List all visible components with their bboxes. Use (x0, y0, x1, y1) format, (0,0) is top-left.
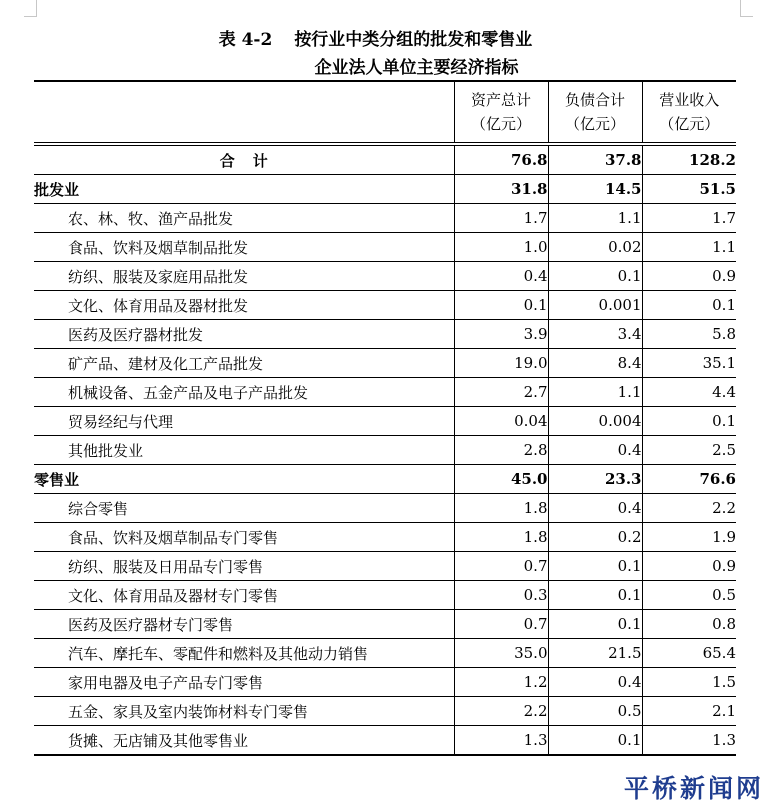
row-name: 文化、体育用品及器材专门零售 (34, 581, 454, 610)
cell-revenue: 0.9 (642, 552, 736, 581)
cell-revenue: 0.8 (642, 610, 736, 639)
table-row (34, 291, 736, 320)
cell-revenue: 0.9 (642, 262, 736, 291)
table-row (34, 639, 736, 668)
section-row (34, 465, 736, 494)
cell-liabilities: 0.1 (548, 726, 642, 756)
cell-revenue: 5.8 (642, 320, 736, 349)
header-assets: 资产总计 （亿元） (454, 81, 548, 143)
table-row (34, 668, 736, 697)
cell-revenue: 2.1 (642, 697, 736, 726)
cell-assets: 1.0 (454, 233, 548, 262)
row-name: 纺织、服装及日用品专门零售 (34, 552, 454, 581)
total-row (34, 146, 736, 175)
row-name: 纺织、服装及家庭用品批发 (34, 262, 454, 291)
cell-liabilities: 0.001 (548, 291, 642, 320)
cell-revenue: 1.7 (642, 204, 736, 233)
row-name: 五金、家具及室内装饰材料专门零售 (34, 697, 454, 726)
row-name: 综合零售 (34, 494, 454, 523)
header-liabilities: 负债合计 （亿元） (548, 81, 642, 143)
page-corner-mark-left (24, 0, 37, 17)
cell-liabilities: 1.1 (548, 378, 642, 407)
table-row (34, 436, 736, 465)
row-name: 贸易经纪与代理 (34, 407, 454, 436)
section-row (34, 175, 736, 204)
table-row (34, 726, 736, 756)
row-name: 零售业 (34, 465, 454, 494)
watermark-logo-text: 平桥新闻网 (623, 774, 764, 803)
table-row (34, 349, 736, 378)
cell-assets: 1.7 (454, 204, 548, 233)
cell-assets: 2.2 (454, 697, 548, 726)
cell-assets: 1.8 (454, 494, 548, 523)
row-name: 汽车、摩托车、零配件和燃料及其他动力销售 (34, 639, 454, 668)
cell-liabilities: 0.1 (548, 552, 642, 581)
page-corner-mark-right (740, 0, 753, 17)
cell-liabilities: 14.5 (548, 175, 642, 204)
row-name: 家用电器及电子产品专门零售 (34, 668, 454, 697)
row-name: 批发业 (34, 175, 454, 204)
table-row (34, 523, 736, 552)
cell-revenue: 4.4 (642, 378, 736, 407)
cell-liabilities: 0.2 (548, 523, 642, 552)
cell-liabilities: 23.3 (548, 465, 642, 494)
row-name: 合计 (34, 146, 454, 175)
cell-revenue: 76.6 (642, 465, 736, 494)
cell-liabilities: 0.02 (548, 233, 642, 262)
row-name: 农、林、牧、渔产品批发 (34, 204, 454, 233)
cell-liabilities: 0.1 (548, 581, 642, 610)
table-row (34, 233, 736, 262)
cell-liabilities: 8.4 (548, 349, 642, 378)
cell-revenue: 0.1 (642, 291, 736, 320)
cell-revenue: 0.5 (642, 581, 736, 610)
row-name: 医药及医疗器材批发 (34, 320, 454, 349)
row-name: 其他批发业 (34, 436, 454, 465)
table-row (34, 204, 736, 233)
row-name: 文化、体育用品及器材批发 (34, 291, 454, 320)
cell-assets: 0.4 (454, 262, 548, 291)
cell-liabilities: 0.4 (548, 494, 642, 523)
cell-revenue: 51.5 (642, 175, 736, 204)
cell-assets: 31.8 (454, 175, 548, 204)
cell-assets: 76.8 (454, 146, 548, 175)
cell-revenue: 1.9 (642, 523, 736, 552)
cell-assets: 0.1 (454, 291, 548, 320)
cell-liabilities: 21.5 (548, 639, 642, 668)
cell-assets: 1.3 (454, 726, 548, 756)
table-row (34, 494, 736, 523)
table-title-text: 按行业中类分组的批发和零售业 (294, 30, 533, 50)
table-row (34, 407, 736, 436)
cell-revenue: 2.5 (642, 436, 736, 465)
header-revenue: 营业收入 （亿元） (642, 81, 736, 143)
table-number: 表 4-2 (218, 30, 273, 50)
cell-liabilities: 0.1 (548, 610, 642, 639)
cell-assets: 0.7 (454, 552, 548, 581)
row-name: 货摊、无店铺及其他零售业 (34, 726, 454, 756)
cell-assets: 45.0 (454, 465, 548, 494)
cell-revenue: 35.1 (642, 349, 736, 378)
cell-assets: 19.0 (454, 349, 548, 378)
economic-indicators-table (34, 80, 736, 756)
cell-assets: 3.9 (454, 320, 548, 349)
cell-liabilities: 0.4 (548, 436, 642, 465)
header-row (34, 81, 736, 143)
table-row (34, 262, 736, 291)
cell-liabilities: 0.5 (548, 697, 642, 726)
table-row (34, 697, 736, 726)
row-name: 食品、饮料及烟草制品专门零售 (34, 523, 454, 552)
cell-assets: 2.8 (454, 436, 548, 465)
table-row (34, 581, 736, 610)
table-body (34, 146, 736, 756)
cell-assets: 0.04 (454, 407, 548, 436)
cell-assets: 0.7 (454, 610, 548, 639)
table-row (34, 610, 736, 639)
cell-liabilities: 0.4 (548, 668, 642, 697)
cell-assets: 0.3 (454, 581, 548, 610)
cell-revenue: 0.1 (642, 407, 736, 436)
row-name: 机械设备、五金产品及电子产品批发 (34, 378, 454, 407)
cell-revenue: 1.3 (642, 726, 736, 756)
cell-revenue: 1.5 (642, 668, 736, 697)
table-row (34, 378, 736, 407)
row-name: 矿产品、建材及化工产品批发 (34, 349, 454, 378)
cell-assets: 1.8 (454, 523, 548, 552)
table-row (34, 320, 736, 349)
table-title-line1 (0, 29, 769, 51)
cell-liabilities: 3.4 (548, 320, 642, 349)
cell-liabilities: 0.1 (548, 262, 642, 291)
row-name: 医药及医疗器材专门零售 (34, 610, 454, 639)
cell-revenue: 128.2 (642, 146, 736, 175)
cell-liabilities: 0.004 (548, 407, 642, 436)
row-name: 食品、饮料及烟草制品批发 (34, 233, 454, 262)
header-category (34, 81, 454, 143)
cell-assets: 1.2 (454, 668, 548, 697)
table-title-line2: 企业法人单位主要经济指标 (314, 58, 519, 78)
cell-revenue: 2.2 (642, 494, 736, 523)
cell-liabilities: 1.1 (548, 204, 642, 233)
cell-assets: 2.7 (454, 378, 548, 407)
cell-revenue: 1.1 (642, 233, 736, 262)
table-row (34, 552, 736, 581)
cell-liabilities: 37.8 (548, 146, 642, 175)
cell-assets: 35.0 (454, 639, 548, 668)
cell-revenue: 65.4 (642, 639, 736, 668)
